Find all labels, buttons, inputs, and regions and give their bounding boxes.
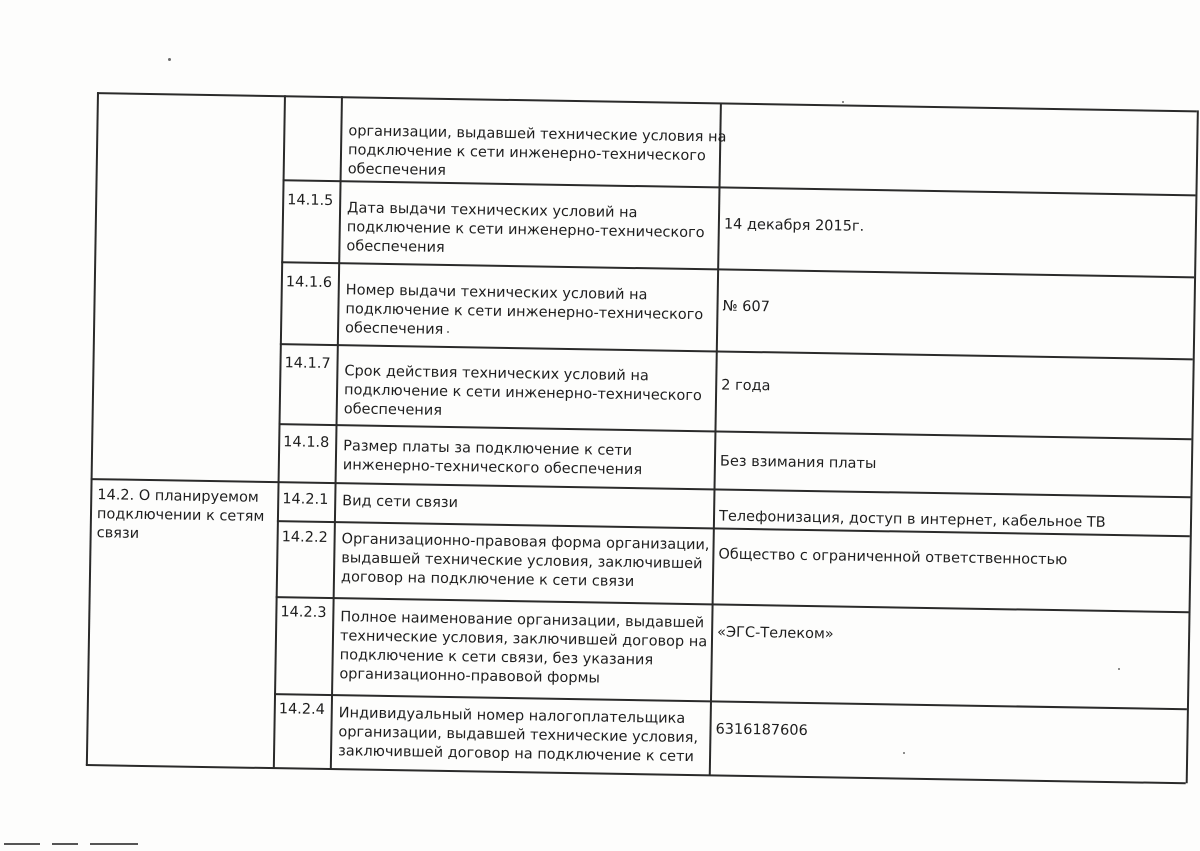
scan-speck xyxy=(1118,668,1120,670)
table-bottom-border xyxy=(86,764,1186,784)
table-left-border xyxy=(86,92,99,765)
row-label-line: Индивидуальный номер налогоплательщика xyxy=(338,705,686,727)
row-label-line: обеспечения xyxy=(347,161,447,179)
row-label-line: обеспечения xyxy=(346,238,445,256)
row-value: № 607 xyxy=(722,298,771,316)
row-label-line: подключение к сети инженерно-технического xyxy=(346,219,705,242)
row-divider xyxy=(280,343,1193,360)
row-label-line: Дата выдачи технических условий на xyxy=(346,200,638,222)
row-label-line: подключение к сети инженерно-технического xyxy=(347,142,706,165)
col-divider-section xyxy=(273,95,286,768)
row-label-line: организации, выдавшей технические условия на xyxy=(348,123,727,146)
row-label-line: выдавшей технические условия, заключившей xyxy=(341,550,703,573)
row-code: 14.1.8 xyxy=(283,434,330,452)
row-code: 14.1.7 xyxy=(284,355,331,373)
row-code: 14.2.1 xyxy=(282,491,329,509)
row-code: 14.2.4 xyxy=(278,701,326,718)
row-value: Без взимания платы xyxy=(719,453,877,473)
row-label-line: Вид сети связи xyxy=(342,493,459,512)
section-title-line: 14.2. О планируемом xyxy=(97,487,259,506)
scan-speck xyxy=(168,58,171,61)
col-divider-value xyxy=(709,102,722,775)
row-label-line: Номер выдачи технических условий на xyxy=(345,282,648,304)
row-label-line: подключение к сети инженерно-технического xyxy=(343,382,702,405)
row-label-line: технические условия, заключившей договор на xyxy=(339,628,708,651)
row-value: Общество с ограниченной ответственностью xyxy=(718,546,1068,569)
row-value: Телефонизация, доступ в интернет, кабельное ТВ xyxy=(718,508,1106,531)
row-label-line: организации, выдавшей технические условия, xyxy=(338,724,699,747)
row-value: 6316187606 xyxy=(715,721,808,739)
row-label-line: обеспечения xyxy=(343,401,443,419)
row-label-line: обеспечения xyxy=(344,320,444,338)
section-title-line: связи xyxy=(96,525,140,542)
scan-speck xyxy=(447,331,449,333)
section-title-line: подключении к сетям xyxy=(96,506,265,525)
row-label-line: договор на подключение к сети связи xyxy=(340,569,635,591)
scan-edge-mark xyxy=(4,843,40,845)
row-label-line: заключившей договор на подключение к сети xyxy=(337,743,695,766)
row-label-line: Срок действия технических условий на xyxy=(344,363,649,385)
scan-speck xyxy=(903,752,905,754)
table-top-border xyxy=(97,92,1197,112)
row-label-line: подключение к сети инженерно-технического xyxy=(345,301,704,324)
row-code: 14.1.5 xyxy=(287,192,334,210)
row-label-line: организационно-правовой формы xyxy=(339,666,601,687)
row-label-line: инженерно-технического обеспечения xyxy=(342,457,643,479)
row-label-line: подключение к сети связи, без указания xyxy=(339,647,654,669)
row-divider xyxy=(279,423,1192,440)
row-divider xyxy=(281,261,1194,278)
row-code: 14.1.6 xyxy=(285,274,333,292)
row-label-line: Организационно-правовая форма организации, xyxy=(341,531,710,554)
row-divider xyxy=(283,179,1196,196)
row-label-line: Полное наименование организации, выдавшей xyxy=(340,609,705,632)
row-value: 14 декабря 2015г. xyxy=(723,216,865,235)
row-label-line: Размер платы за подключение к сети xyxy=(343,438,633,460)
scan-speck xyxy=(842,101,844,103)
row-code: 14.2.3 xyxy=(280,604,327,621)
row-code: 14.2.2 xyxy=(281,529,328,547)
row-value: 2 года xyxy=(721,377,771,395)
row-value: «ЭГС-Телеком» xyxy=(716,624,834,643)
scan-edge-mark xyxy=(52,843,78,845)
table-right-border xyxy=(1186,110,1199,783)
scan-edge-mark xyxy=(90,843,138,845)
